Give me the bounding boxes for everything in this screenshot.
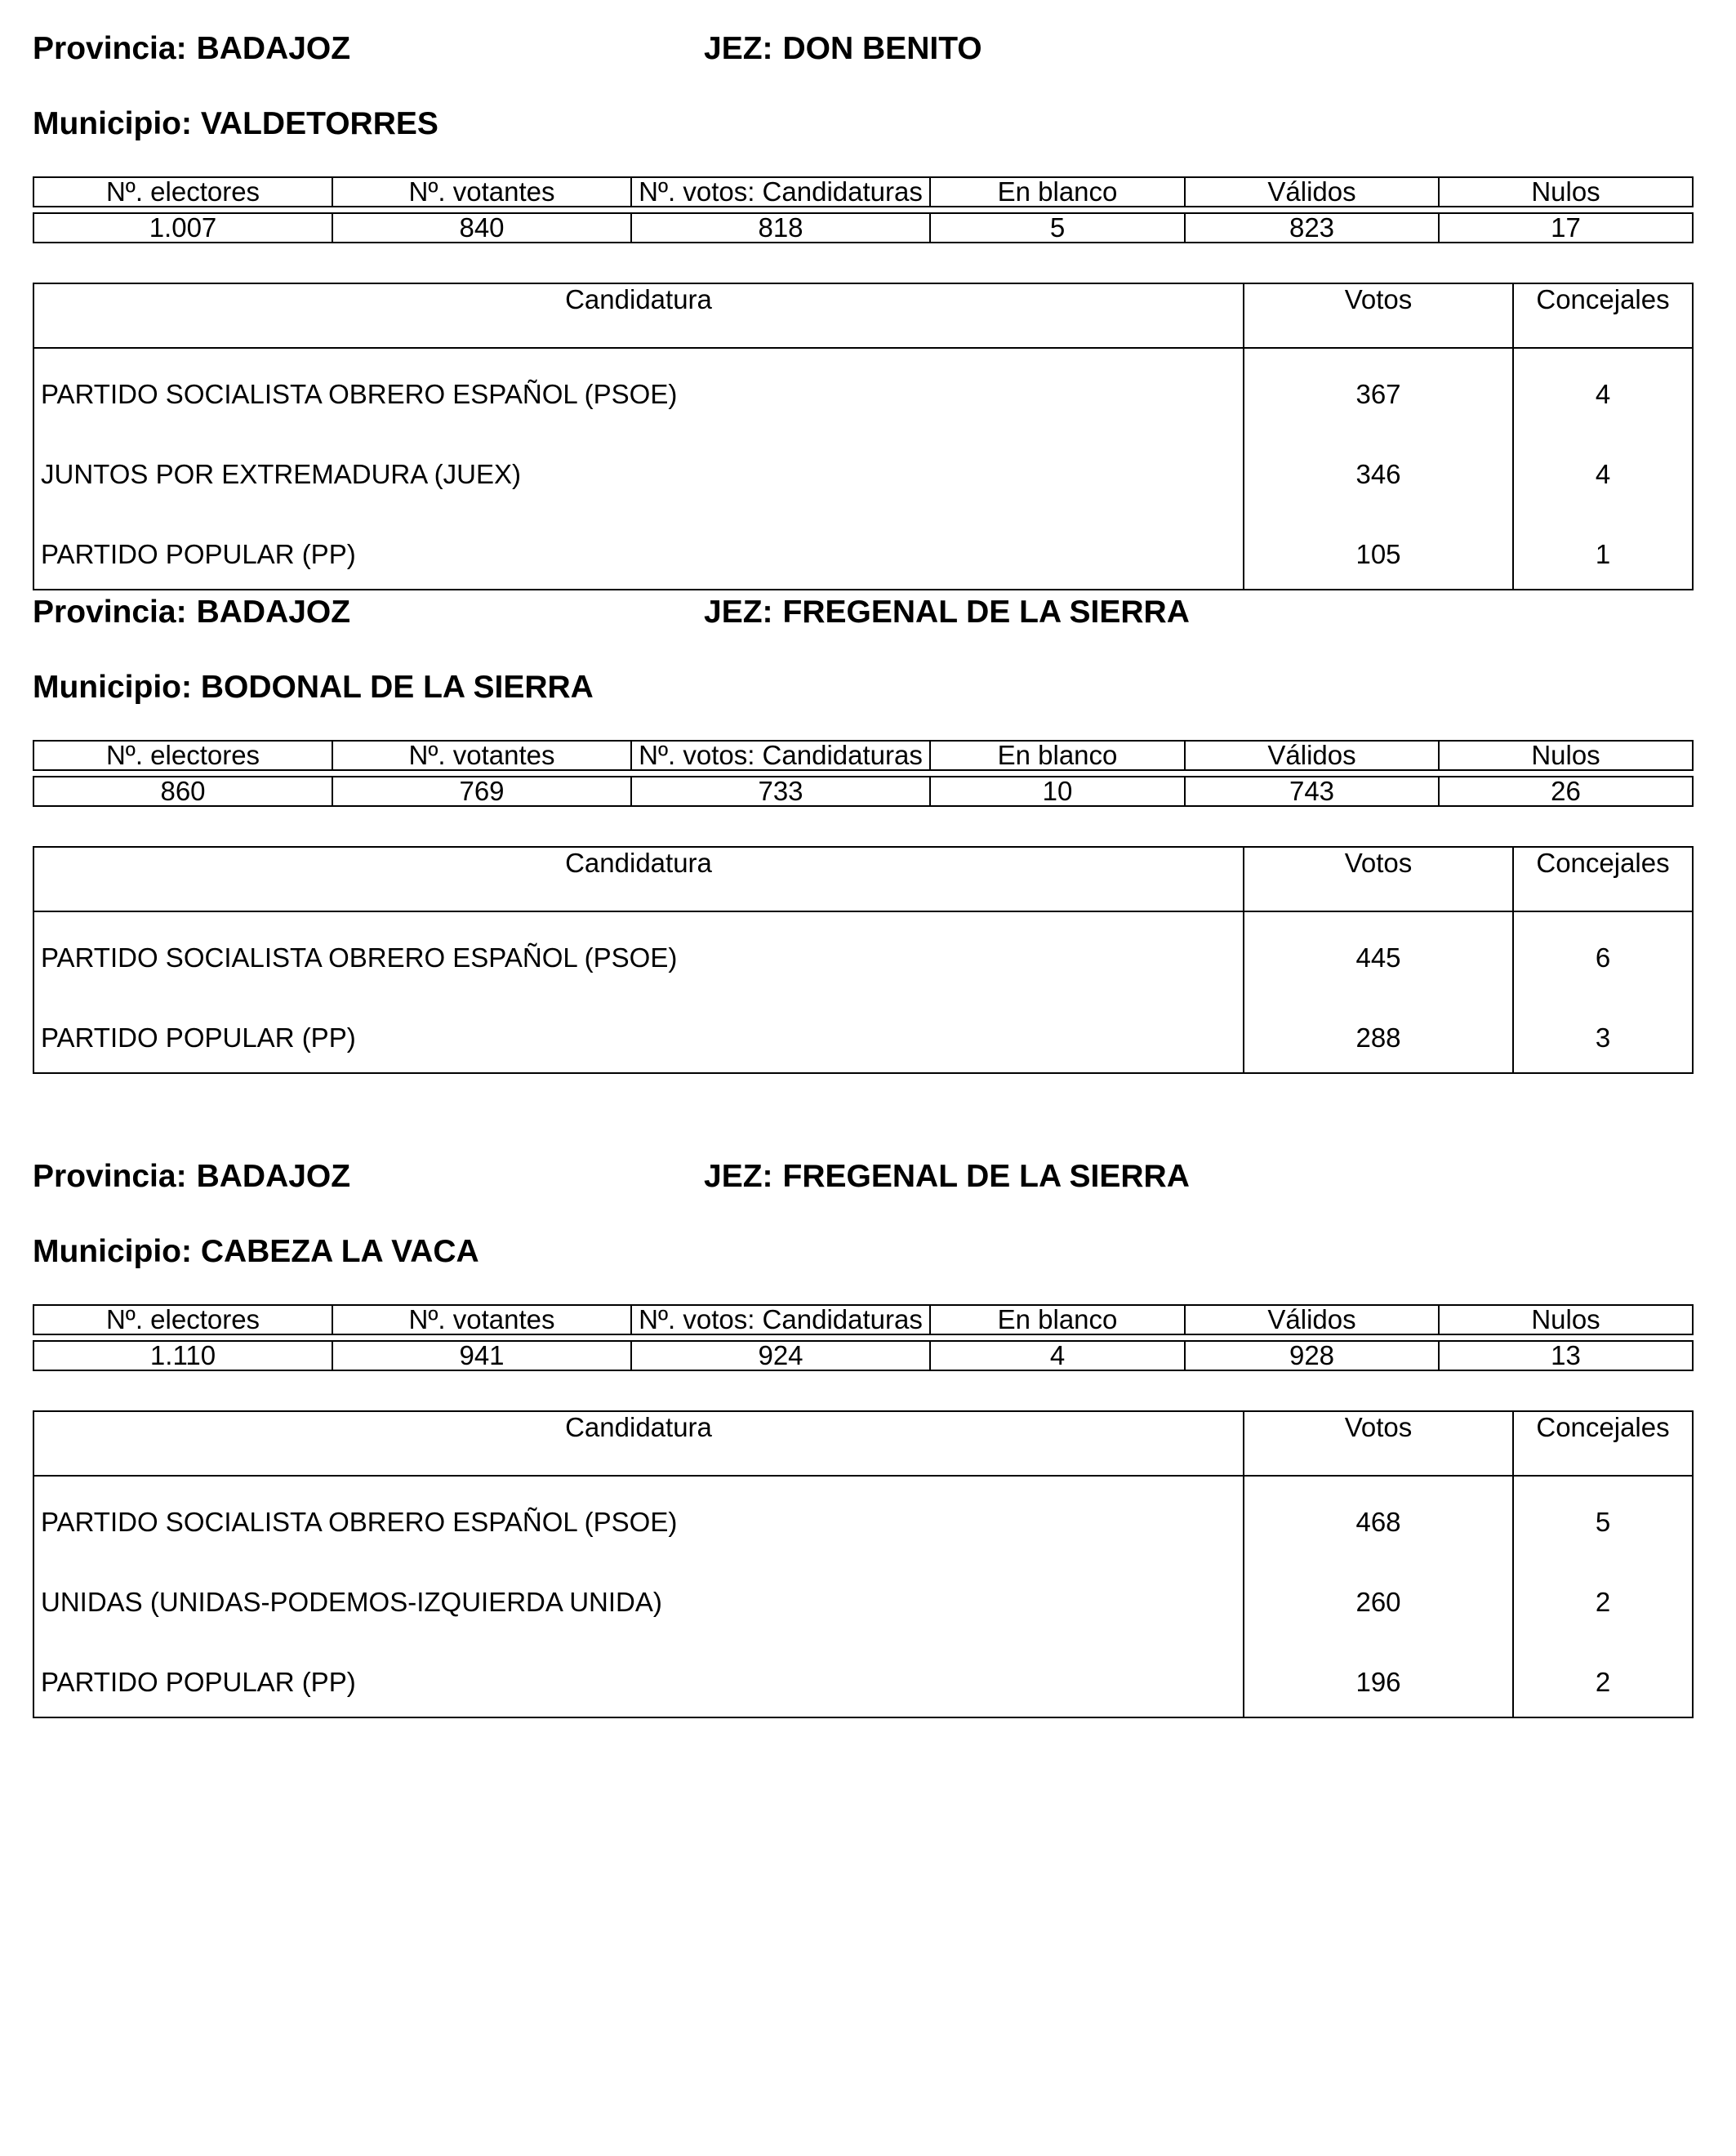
concejales-value: 3 (1513, 992, 1693, 1073)
stats-value: 769 (332, 777, 631, 806)
candidatura-header: Candidatura (33, 1411, 1244, 1476)
stats-value: 840 (332, 213, 631, 243)
stats-value: 17 (1439, 213, 1693, 243)
stats-value-row (33, 213, 1693, 243)
stats-header: Válidos (1185, 741, 1439, 770)
stats-header: Nº. votantes (332, 1305, 631, 1334)
stats-value: 743 (1185, 777, 1439, 806)
stats-value: 823 (1185, 213, 1439, 243)
stats-table (33, 1304, 1694, 1371)
votos-header: Votos (1244, 1411, 1513, 1476)
stats-value: 733 (631, 777, 930, 806)
votos-value: 260 (1244, 1557, 1513, 1637)
stats-table (33, 176, 1694, 243)
stats-header: Nulos (1439, 1305, 1693, 1334)
candidatura-name: PARTIDO SOCIALISTA OBRERO ESPAÑOL (PSOE) (33, 348, 1244, 429)
concejales-value: 2 (1513, 1637, 1693, 1717)
concejales-value: 5 (1513, 1476, 1693, 1557)
jez-heading: JEZ: FREGENAL DE LA SIERRA (704, 1159, 1190, 1194)
candidatura-name: PARTIDO POPULAR (PP) (33, 992, 1244, 1073)
stats-value: 860 (33, 777, 332, 806)
stats-value: 818 (631, 213, 930, 243)
concejales-value: 2 (1513, 1557, 1693, 1637)
table-row (33, 992, 1693, 1073)
stats-header: En blanco (930, 1305, 1185, 1334)
table-row (33, 911, 1693, 992)
stats-header: Nulos (1439, 741, 1693, 770)
stats-header: Nº. electores (33, 741, 332, 770)
concejales-value: 1 (1513, 509, 1693, 590)
concejales-value: 4 (1513, 429, 1693, 509)
stats-value-row (33, 1341, 1693, 1370)
provincia-heading: Provincia: BADAJOZ (33, 1159, 351, 1194)
votos-value: 105 (1244, 509, 1513, 590)
stats-header: Nº. votantes (332, 177, 631, 207)
votos-value: 367 (1244, 348, 1513, 429)
votos-value: 468 (1244, 1476, 1513, 1557)
stats-value: 928 (1185, 1341, 1439, 1370)
stats-value: 13 (1439, 1341, 1693, 1370)
candidatura-name: PARTIDO SOCIALISTA OBRERO ESPAÑOL (PSOE) (33, 911, 1244, 992)
stats-header: En blanco (930, 177, 1185, 207)
stats-value: 1.110 (33, 1341, 332, 1370)
stats-value: 924 (631, 1341, 930, 1370)
votos-value: 196 (1244, 1637, 1513, 1717)
municipio-heading: Municipio: BODONAL DE LA SIERRA (33, 670, 594, 705)
stats-value: 4 (930, 1341, 1185, 1370)
candidaturas-table (33, 283, 1694, 590)
concejales-value: 6 (1513, 911, 1693, 992)
provincia-heading: Provincia: BADAJOZ (33, 31, 351, 66)
table-row (33, 348, 1693, 429)
stats-header-row (33, 177, 1693, 207)
stats-header: Nº. electores (33, 177, 332, 207)
candidaturas-table (33, 846, 1694, 1074)
stats-header: Nulos (1439, 177, 1693, 207)
candidatura-name: JUNTOS POR EXTREMADURA (JUEX) (33, 429, 1244, 509)
stats-value: 10 (930, 777, 1185, 806)
stats-header-row (33, 1305, 1693, 1334)
stats-header: En blanco (930, 741, 1185, 770)
candidaturas-header-row (33, 847, 1693, 911)
stats-value: 26 (1439, 777, 1693, 806)
table-row (33, 429, 1693, 509)
table-row (33, 509, 1693, 590)
votos-header: Votos (1244, 283, 1513, 348)
jez-heading: JEZ: FREGENAL DE LA SIERRA (704, 595, 1190, 630)
concejales-header: Concejales (1513, 847, 1693, 911)
candidaturas-header-row (33, 1411, 1693, 1476)
candidaturas-table (33, 1410, 1694, 1718)
candidatura-header: Candidatura (33, 847, 1244, 911)
stats-table (33, 740, 1694, 807)
table-row (33, 1476, 1693, 1557)
stats-header: Válidos (1185, 177, 1439, 207)
jez-heading: JEZ: DON BENITO (704, 31, 982, 66)
provincia-heading: Provincia: BADAJOZ (33, 595, 351, 630)
concejales-value: 4 (1513, 348, 1693, 429)
stats-header: Válidos (1185, 1305, 1439, 1334)
candidatura-name: PARTIDO POPULAR (PP) (33, 1637, 1244, 1717)
votos-value: 445 (1244, 911, 1513, 992)
stats-value: 941 (332, 1341, 631, 1370)
stats-value-row (33, 777, 1693, 806)
votos-header: Votos (1244, 847, 1513, 911)
votos-value: 288 (1244, 992, 1513, 1073)
stats-header: Nº. votos: Candidaturas (631, 177, 930, 207)
candidatura-name: PARTIDO POPULAR (PP) (33, 509, 1244, 590)
votos-value: 346 (1244, 429, 1513, 509)
candidaturas-header-row (33, 283, 1693, 348)
stats-value: 1.007 (33, 213, 332, 243)
table-row (33, 1637, 1693, 1717)
candidatura-name: UNIDAS (UNIDAS-PODEMOS-IZQUIERDA UNIDA) (33, 1557, 1244, 1637)
stats-value: 5 (930, 213, 1185, 243)
concejales-header: Concejales (1513, 1411, 1693, 1476)
concejales-header: Concejales (1513, 283, 1693, 348)
stats-header: Nº. votos: Candidaturas (631, 741, 930, 770)
table-row (33, 1557, 1693, 1637)
candidatura-name: PARTIDO SOCIALISTA OBRERO ESPAÑOL (PSOE) (33, 1476, 1244, 1557)
stats-header: Nº. electores (33, 1305, 332, 1334)
stats-header-row (33, 741, 1693, 770)
candidatura-header: Candidatura (33, 283, 1244, 348)
municipio-heading: Municipio: CABEZA LA VACA (33, 1234, 479, 1269)
stats-header: Nº. votantes (332, 741, 631, 770)
municipio-heading: Municipio: VALDETORRES (33, 106, 438, 141)
stats-header: Nº. votos: Candidaturas (631, 1305, 930, 1334)
